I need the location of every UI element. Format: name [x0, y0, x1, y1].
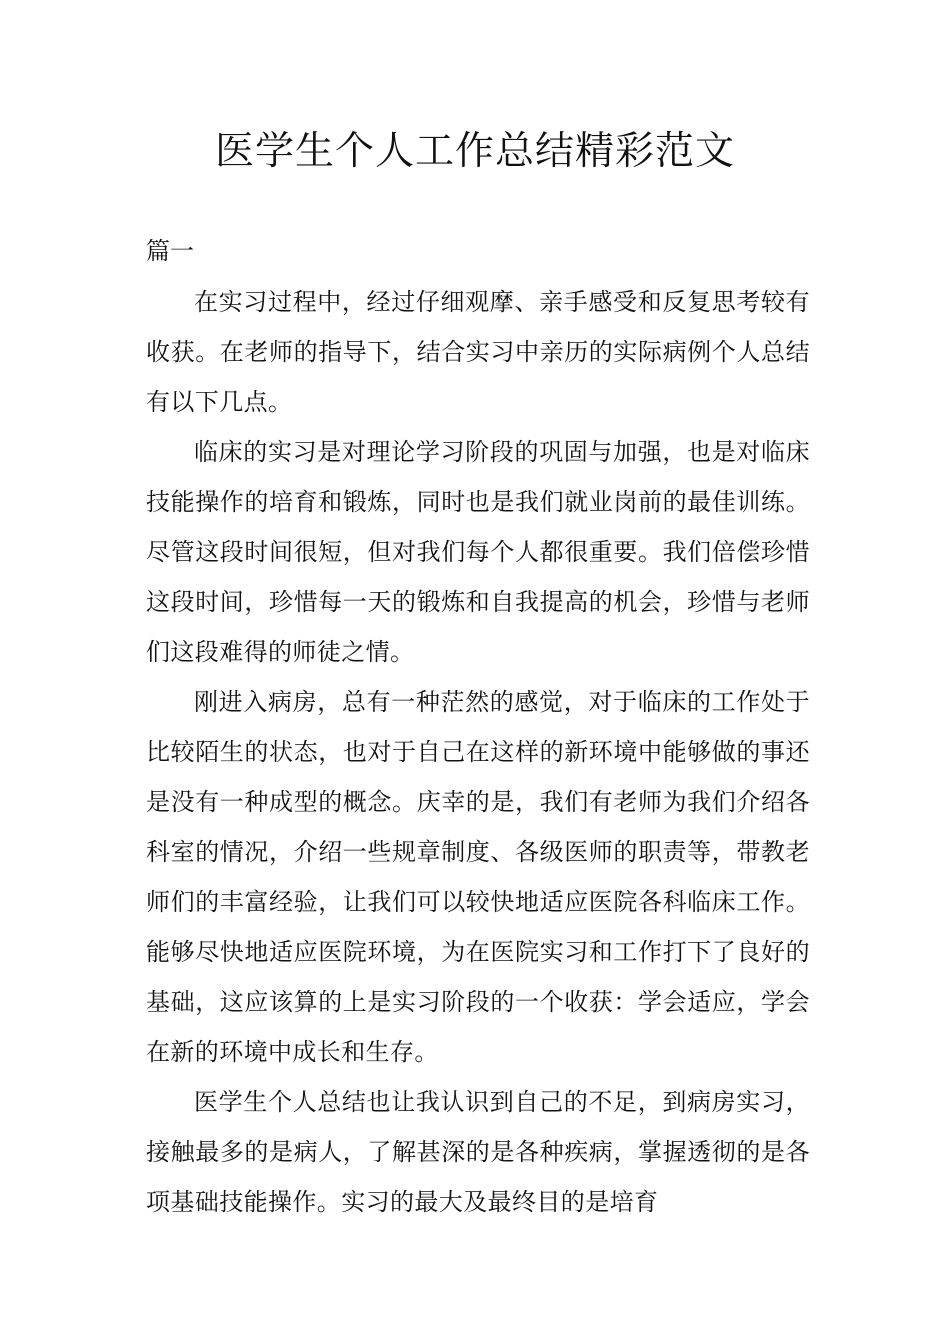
paragraph-2: 临床的实习是对理论学习阶段的巩固与加强，也是对临床技能操作的培育和锻炼，同时也是我们就业岗前的最佳训练。尽管这段时间很短，但对我们每个人都很重要。我们倍偿珍惜这段时间，珍惜每一天的锻炼和自我提高的机会，珍惜与老师们这段难得的师徒之情。	[146, 438, 810, 666]
document-body	[146, 277, 810, 1227]
document-title: 医学生个人工作总结精彩范文	[214, 129, 735, 174]
paragraph-1: 在实习过程中，经过仔细观摩、亲手感受和反复思考较有收获。在老师的指导下，结合实习中亲历的实际病例个人总结有以下几点。	[146, 288, 810, 416]
section-label: 篇一	[146, 237, 194, 265]
paragraph-3: 刚进入病房，总有一种茫然的感觉，对于临床的工作处于比较陌生的状态，也对于自己在这样的新环境中能够做的事还是没有一种成型的概念。庆幸的是，我们有老师为我们介绍各科室的情况，介绍一些规章制度、各级医师的职责等，带教老师们的丰富经验，让我们可以较快地适应医院各科临床工作。能够尽快地适应医院环境，为在医院实习和工作打下了良好的基础，这应该算的上是实习阶段的一个收获：学会适应，学会在新的环境中成长和生存。	[146, 688, 810, 1066]
paragraph-4: 医学生个人总结也让我认识到自己的不足，到病房实习，接触最多的是病人，了解甚深的是各种疾病，掌握透彻的是各项基础技能操作。实习的最大及最终目的是培育	[146, 1088, 810, 1216]
